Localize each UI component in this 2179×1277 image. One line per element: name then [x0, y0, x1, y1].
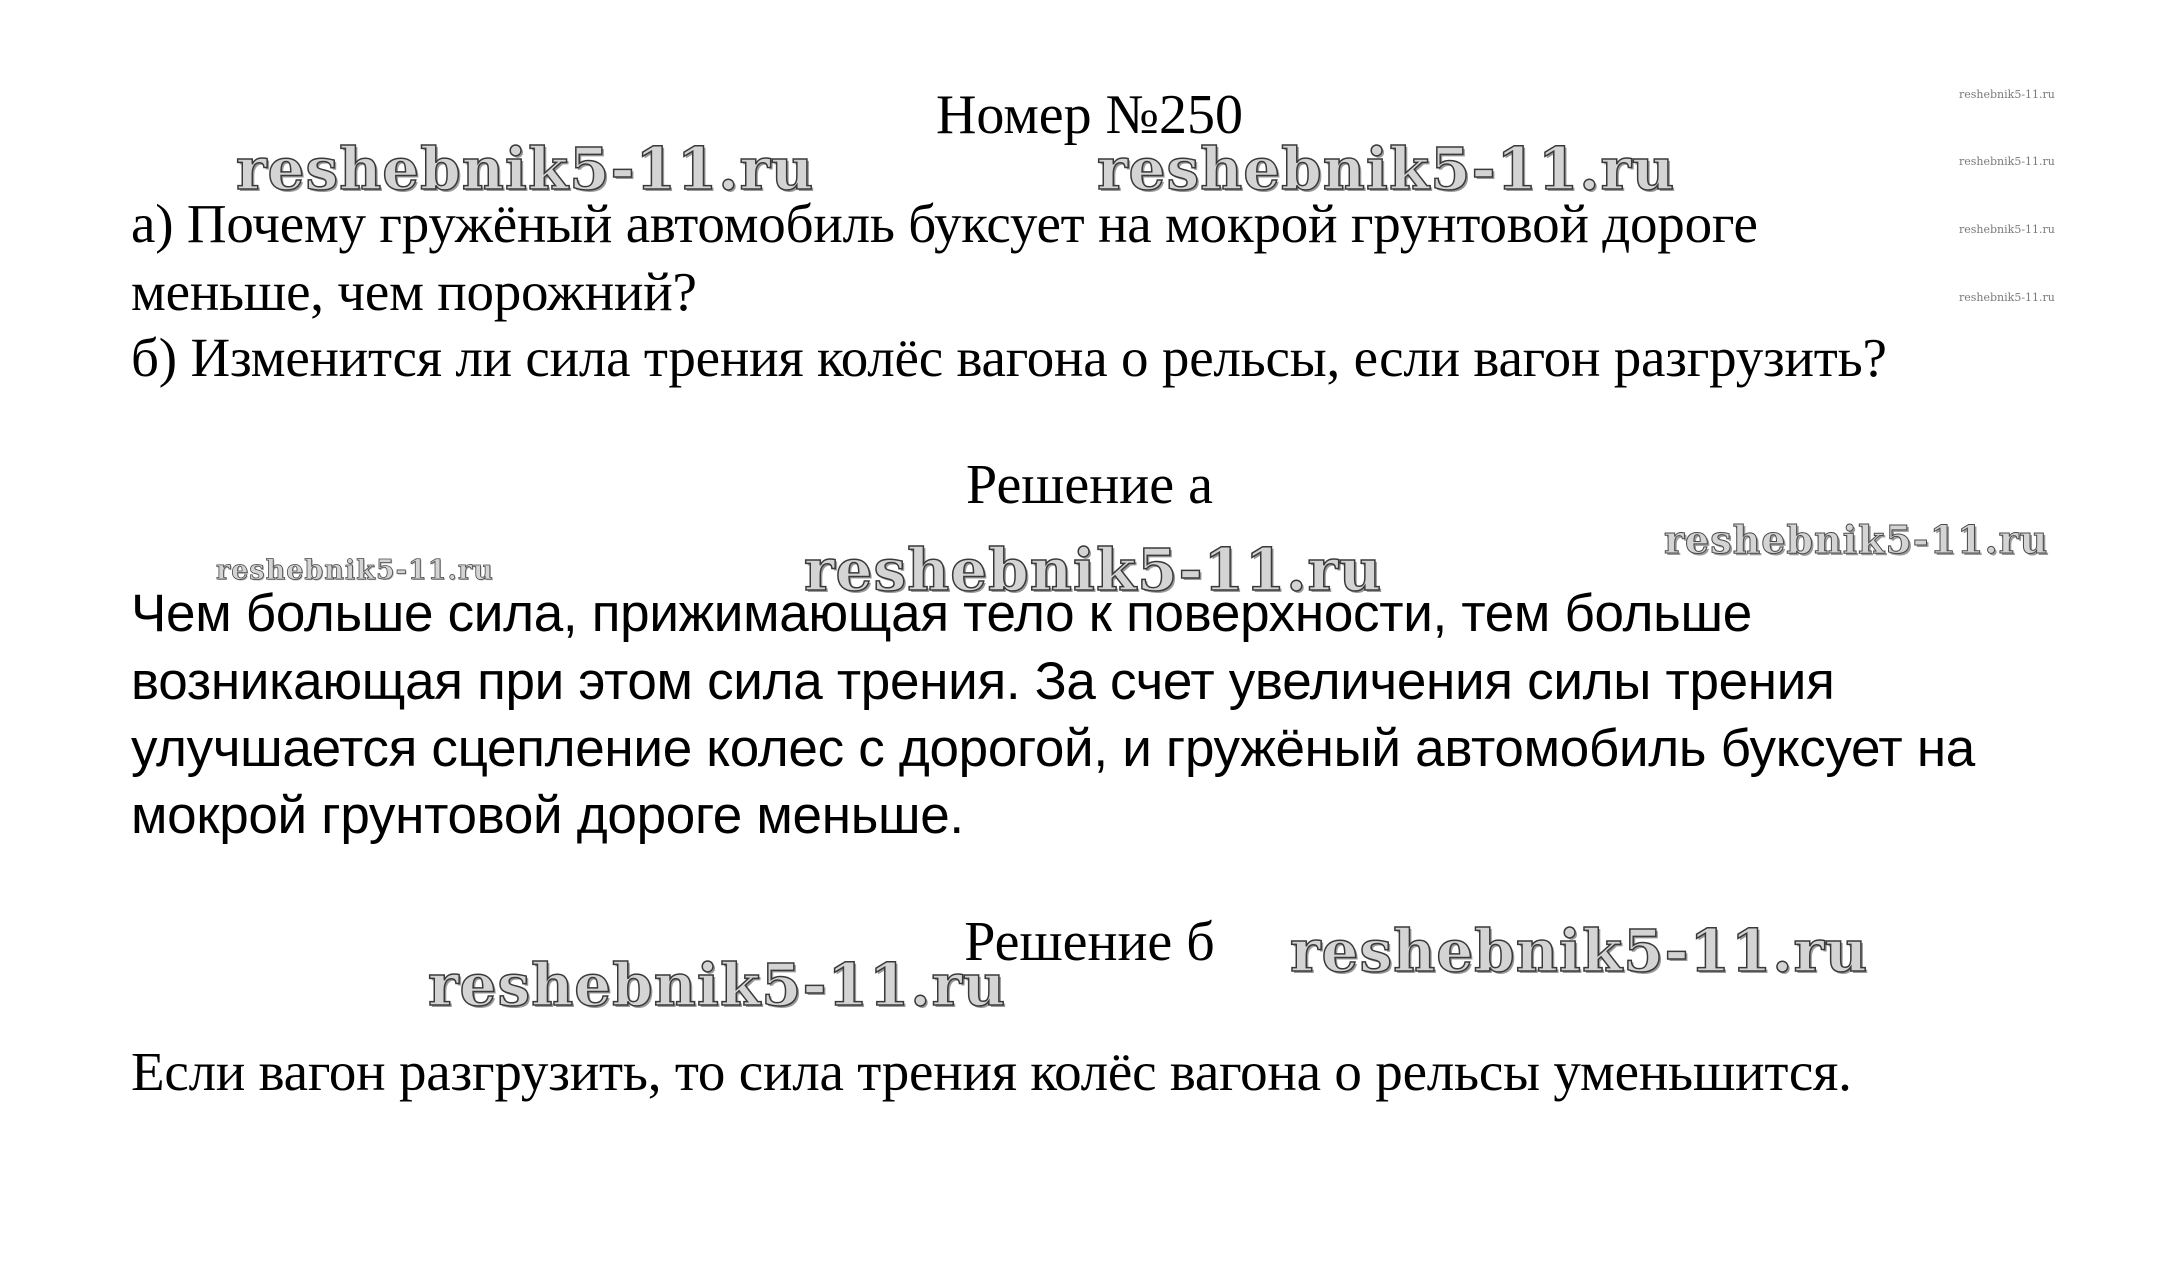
- solution-b-heading: Решение б: [964, 911, 1215, 973]
- solution-a-line: Чем больше сила, прижимающая тело к поверхности, тем больше: [131, 584, 1752, 643]
- watermark: reshebnik5-11.ru: [1959, 223, 2055, 236]
- watermark: reshebnik5-11.ru: [804, 536, 1383, 604]
- solution-b-text: Если вагон разгрузить, то сила трения колёс вагона о рельсы уменьшится.: [131, 1041, 1852, 1102]
- question-a-line-2: меньше, чем порожний?: [131, 261, 697, 322]
- watermark: reshebnik5-11.ru: [1097, 135, 1676, 203]
- solution-a-heading: Решение а: [966, 454, 1213, 516]
- watermark: reshebnik5-11.ru: [1664, 517, 2049, 562]
- watermark: reshebnik5-11.ru: [1959, 88, 2055, 101]
- question-b: б) Изменится ли сила трения колёс вагона о рельсы, если вагон разгрузить?: [131, 327, 1887, 388]
- page-title: Номер №250: [935, 84, 1244, 146]
- watermark: reshebnik5-11.ru: [1290, 917, 1869, 985]
- watermark: reshebnik5-11.ru: [1959, 291, 2055, 304]
- solution-a-line: мокрой грунтовой дороге меньше.: [131, 786, 964, 845]
- solution-a-line: возникающая при этом сила трения. За счет увеличения силы трения: [131, 652, 1835, 711]
- watermark: reshebnik5-11.ru: [216, 555, 494, 586]
- watermark: reshebnik5-11.ru: [1959, 155, 2055, 168]
- watermark: reshebnik5-11.ru: [428, 951, 1007, 1019]
- solution-a-line: улучшается сцепление колес с дорогой, и гружёный автомобиль буксует на: [131, 719, 1975, 778]
- question-a-line-1: а) Почему гружёный автомобиль буксует на мокрой грунтовой дороге: [131, 193, 1758, 254]
- watermark: reshebnik5-11.ru: [236, 135, 815, 203]
